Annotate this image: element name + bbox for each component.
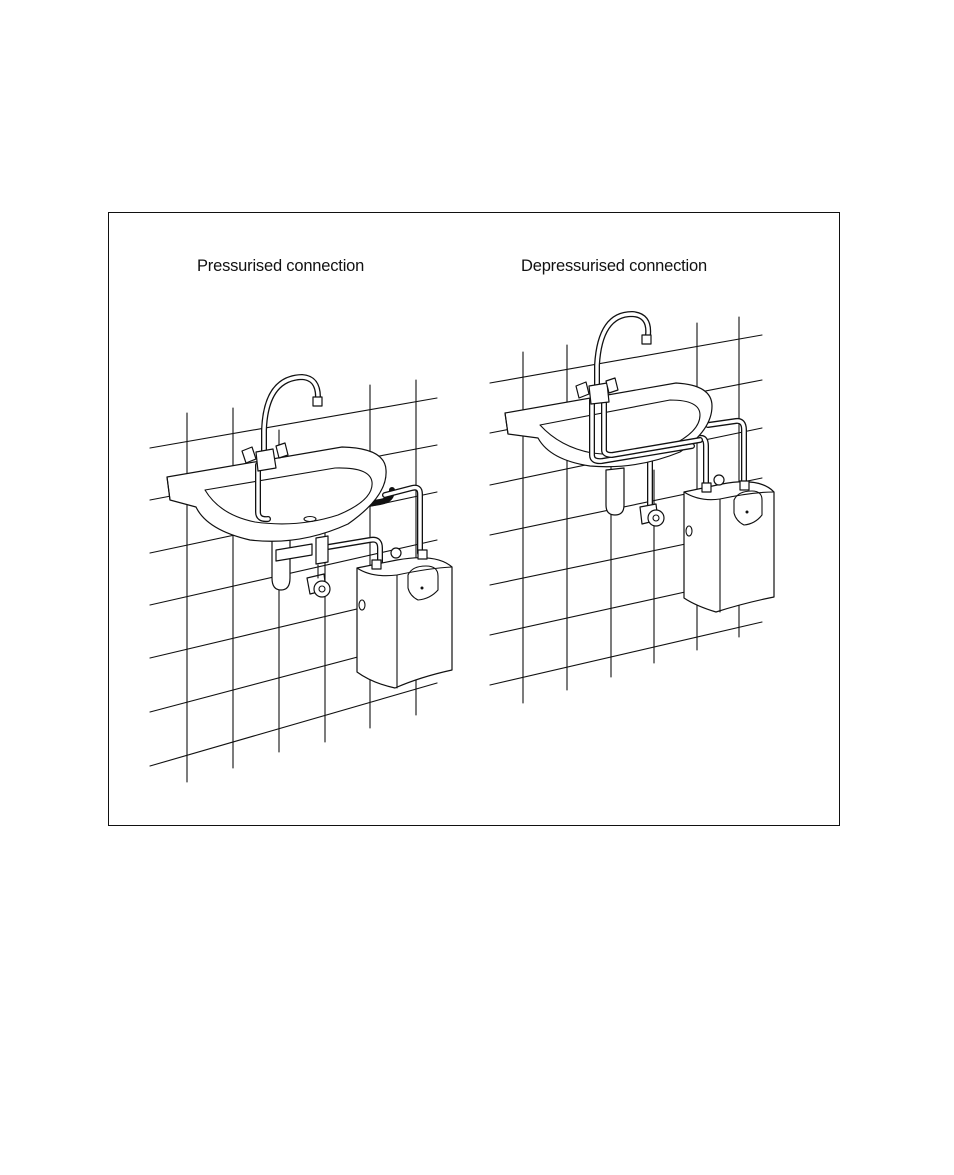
wash-basin-left bbox=[167, 447, 386, 541]
depressurised-installation bbox=[490, 314, 774, 703]
depressurised-connection-caption: Depressurised connection bbox=[521, 257, 707, 275]
water-heater-left bbox=[357, 548, 452, 688]
trap-left bbox=[272, 538, 312, 590]
pressurised-installation bbox=[150, 377, 452, 782]
water-heater-right bbox=[684, 475, 774, 612]
angle-valve-right bbox=[640, 504, 664, 526]
pressurised-connection-caption: Pressurised connection bbox=[197, 257, 365, 275]
trap-right bbox=[606, 468, 624, 515]
